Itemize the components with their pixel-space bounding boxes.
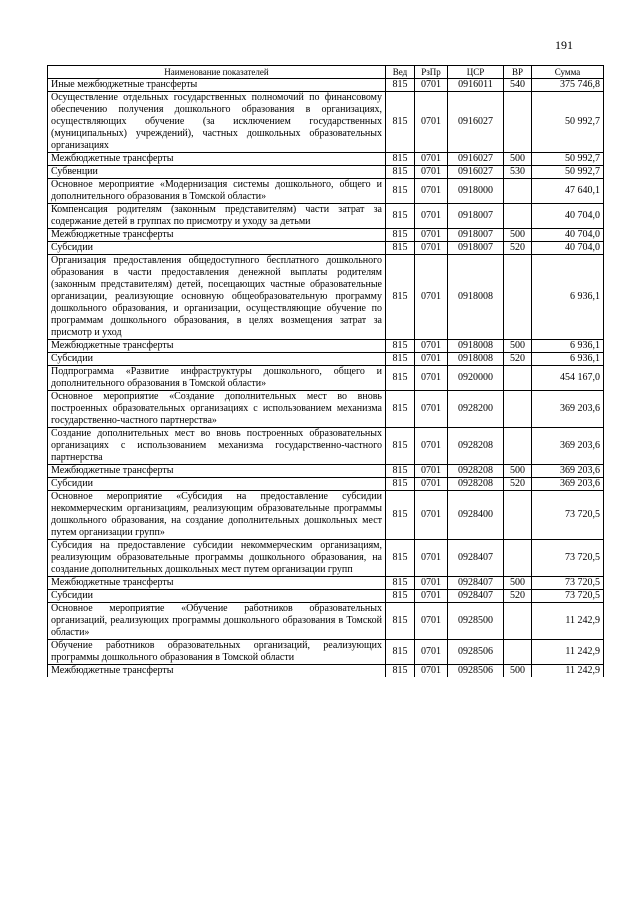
table-cell-ved: 815: [386, 340, 415, 353]
table-cell-ved: 815: [386, 428, 415, 465]
table-cell-name: Организация предоставления общедоступного бесплатного дошкольного образования в части предоставления денежной выплаты родителям (законным представителям) детей, посещающих частные образовательные организации, реализующие основную общеобразовательную программу дошкольного образования, и организации, осуществляющие обучение по программам дошкольного образования, в целях возмещения затрат за присмотр и уход: [48, 255, 386, 340]
table-cell-sum: 369 203,6: [532, 465, 604, 478]
table-cell-name: Субсидии: [48, 353, 386, 366]
table-cell-ved: 815: [386, 92, 415, 153]
table-cell-vr: 520: [504, 478, 532, 491]
table-cell-csr: 0918007: [448, 229, 504, 242]
table-cell-name: Межбюджетные трансферты: [48, 577, 386, 590]
table-row: [48, 428, 604, 465]
header-sum: Сумма: [532, 66, 604, 79]
table-cell-vr: 520: [504, 242, 532, 255]
table-cell-rzpr: 0701: [415, 242, 448, 255]
table-cell-sum: 6 936,1: [532, 353, 604, 366]
table-cell-vr: 500: [504, 465, 532, 478]
table-cell-name: Основное мероприятие «Обучение работников образовательных организаций, реализующих программы дошкольного образования в Томской области»: [48, 603, 386, 640]
table-cell-sum: 11 242,9: [532, 603, 604, 640]
table-cell-csr: 0918000: [448, 179, 504, 204]
table-cell-rzpr: 0701: [415, 577, 448, 590]
table-cell-csr: 0916027: [448, 166, 504, 179]
table-cell-ved: 815: [386, 153, 415, 166]
table-cell-name: Основное мероприятие «Модернизация системы дошкольного, общего и дополнительного образования в Томской области»: [48, 179, 386, 204]
table-cell-vr: [504, 603, 532, 640]
table-cell-rzpr: 0701: [415, 153, 448, 166]
table-cell-ved: 815: [386, 204, 415, 229]
table-cell-name: Субсидии: [48, 590, 386, 603]
table-cell-rzpr: 0701: [415, 79, 448, 92]
table-row: [48, 640, 604, 665]
table-cell-rzpr: 0701: [415, 340, 448, 353]
table-cell-rzpr: 0701: [415, 391, 448, 428]
table-cell-name: Субсидия на предоставление субсидии некоммерческим организациям, реализующим образовательные программы дошкольного образования, на создание дополнительных дошкольных мест путем организации групп: [48, 540, 386, 577]
table-cell-sum: 47 640,1: [532, 179, 604, 204]
header-ved: Вед: [386, 66, 415, 79]
table-cell-ved: 815: [386, 665, 415, 678]
table-row: [48, 353, 604, 366]
table-cell-sum: 50 992,7: [532, 166, 604, 179]
table-cell-csr: 0928407: [448, 540, 504, 577]
table-cell-csr: 0928208: [448, 428, 504, 465]
table-cell-name: Иные межбюджетные трансферты: [48, 79, 386, 92]
table-cell-name: Осуществление отдельных государственных полномочий по финансовому обеспечению получения дошкольного образования в организациях, осуществляющих обучение (за исключением государственных (муниципальных) учреждений), частных дошкольных образовательных организациях: [48, 92, 386, 153]
table-row: [48, 204, 604, 229]
table-cell-ved: 815: [386, 491, 415, 540]
table-cell-csr: 0928407: [448, 577, 504, 590]
table-cell-name: Создание дополнительных мест во вновь построенных образовательных организациях с использованием механизма государственно-частного партнерства: [48, 428, 386, 465]
table-cell-vr: [504, 92, 532, 153]
table-cell-name: Межбюджетные трансферты: [48, 229, 386, 242]
table-row: [48, 391, 604, 428]
table-cell-csr: 0928500: [448, 603, 504, 640]
table-cell-vr: [504, 366, 532, 391]
table-cell-name: Основное мероприятие «Субсидия на предоставление субсидии некоммерческим организациям, реализующим образовательные программы дошкольного образования, на создание дополнительных дошкольных мест путем организации групп»: [48, 491, 386, 540]
table-cell-name: Межбюджетные трансферты: [48, 340, 386, 353]
table-cell-csr: 0928200: [448, 391, 504, 428]
table-cell-ved: 815: [386, 478, 415, 491]
table-row: [48, 478, 604, 491]
table-row: [48, 603, 604, 640]
table-cell-sum: 369 203,6: [532, 391, 604, 428]
table-cell-name: Межбюджетные трансферты: [48, 465, 386, 478]
table-cell-vr: 520: [504, 590, 532, 603]
table-cell-rzpr: 0701: [415, 665, 448, 678]
table-row: [48, 255, 604, 340]
table-row: [48, 242, 604, 255]
table-cell-vr: 530: [504, 166, 532, 179]
table-cell-vr: [504, 491, 532, 540]
table-cell-sum: 73 720,5: [532, 577, 604, 590]
table-cell-csr: 0916011: [448, 79, 504, 92]
table-cell-sum: 50 992,7: [532, 92, 604, 153]
table-row: [48, 166, 604, 179]
table-cell-vr: [504, 391, 532, 428]
table-cell-ved: 815: [386, 540, 415, 577]
table-cell-sum: 73 720,5: [532, 491, 604, 540]
table-cell-csr: 0918008: [448, 353, 504, 366]
table-cell-ved: 815: [386, 603, 415, 640]
budget-table: [47, 65, 604, 677]
table-cell-name: Субвенции: [48, 166, 386, 179]
table-row: [48, 92, 604, 153]
table-cell-vr: [504, 540, 532, 577]
table-cell-sum: 369 203,6: [532, 478, 604, 491]
table-row: [48, 590, 604, 603]
table-cell-rzpr: 0701: [415, 491, 448, 540]
table-cell-vr: [504, 640, 532, 665]
table-cell-csr: 0928208: [448, 465, 504, 478]
table-cell-name: Субсидии: [48, 242, 386, 255]
table-cell-csr: 0928407: [448, 590, 504, 603]
table-cell-vr: 520: [504, 353, 532, 366]
header-name: Наименование показателей: [48, 66, 386, 79]
table-cell-csr: 0918008: [448, 255, 504, 340]
table-cell-csr: 0920000: [448, 366, 504, 391]
table-row: [48, 340, 604, 353]
table-cell-name: Межбюджетные трансферты: [48, 153, 386, 166]
table-cell-csr: 0928506: [448, 665, 504, 678]
table-cell-sum: 50 992,7: [532, 153, 604, 166]
table-cell-sum: 11 242,9: [532, 665, 604, 678]
table-cell-csr: 0916027: [448, 92, 504, 153]
table-cell-sum: 11 242,9: [532, 640, 604, 665]
table-cell-vr: 500: [504, 665, 532, 678]
table-cell-rzpr: 0701: [415, 179, 448, 204]
table-cell-vr: 500: [504, 577, 532, 590]
table-cell-ved: 815: [386, 577, 415, 590]
table-cell-vr: [504, 428, 532, 465]
table-cell-name: Компенсация родителям (законным представителям) части затрат за содержание детей в группах по присмотру и уходу за детьми: [48, 204, 386, 229]
table-cell-rzpr: 0701: [415, 428, 448, 465]
table-cell-name: Основное мероприятие «Создание дополнительных мест во вновь построенных образовательных организациях с использованием механизма государственно-частного партнерства»: [48, 391, 386, 428]
table-cell-sum: 454 167,0: [532, 366, 604, 391]
table-row: [48, 491, 604, 540]
table-cell-vr: [504, 179, 532, 204]
table-cell-rzpr: 0701: [415, 166, 448, 179]
table-cell-ved: 815: [386, 353, 415, 366]
table-cell-rzpr: 0701: [415, 204, 448, 229]
table-cell-csr: 0928208: [448, 478, 504, 491]
table-row: [48, 79, 604, 92]
table-cell-sum: 73 720,5: [532, 590, 604, 603]
table-cell-ved: 815: [386, 590, 415, 603]
table-cell-csr: 0918008: [448, 340, 504, 353]
table-cell-rzpr: 0701: [415, 478, 448, 491]
table-cell-sum: 369 203,6: [532, 428, 604, 465]
table-cell-sum: 40 704,0: [532, 204, 604, 229]
table-row: [48, 153, 604, 166]
table-cell-sum: 6 936,1: [532, 255, 604, 340]
table-cell-vr: [504, 255, 532, 340]
table-cell-sum: 40 704,0: [532, 229, 604, 242]
table-cell-ved: 815: [386, 640, 415, 665]
table-cell-rzpr: 0701: [415, 229, 448, 242]
table-cell-name: Подпрограмма «Развитие инфраструктуры дошкольного, общего и дополнительного образования в Томской области»: [48, 366, 386, 391]
table-cell-sum: 40 704,0: [532, 242, 604, 255]
table-row: [48, 540, 604, 577]
table-cell-vr: 540: [504, 79, 532, 92]
table-cell-rzpr: 0701: [415, 366, 448, 391]
table-cell-csr: 0928506: [448, 640, 504, 665]
table-row: [48, 577, 604, 590]
table-cell-rzpr: 0701: [415, 640, 448, 665]
table-cell-rzpr: 0701: [415, 603, 448, 640]
table-cell-csr: 0918007: [448, 204, 504, 229]
table-cell-rzpr: 0701: [415, 255, 448, 340]
table-header-row: [48, 66, 604, 79]
table-cell-csr: 0918007: [448, 242, 504, 255]
table-row: [48, 179, 604, 204]
table-cell-ved: 815: [386, 391, 415, 428]
header-vr: ВР: [504, 66, 532, 79]
table-row: [48, 465, 604, 478]
table-cell-sum: 375 746,8: [532, 79, 604, 92]
table-cell-rzpr: 0701: [415, 353, 448, 366]
table-cell-vr: 500: [504, 340, 532, 353]
table-row: [48, 665, 604, 678]
table-cell-name: Обучение работников образовательных организаций, реализующих программы дошкольного образования в Томской области: [48, 640, 386, 665]
table-row: [48, 229, 604, 242]
table-cell-ved: 815: [386, 465, 415, 478]
table-cell-ved: 815: [386, 79, 415, 92]
table-cell-rzpr: 0701: [415, 465, 448, 478]
page-number: 191: [555, 38, 573, 52]
table-cell-sum: 73 720,5: [532, 540, 604, 577]
table-row: [48, 366, 604, 391]
header-csr: ЦСР: [448, 66, 504, 79]
table-cell-rzpr: 0701: [415, 590, 448, 603]
table-cell-rzpr: 0701: [415, 540, 448, 577]
table-cell-vr: 500: [504, 229, 532, 242]
header-rzpr: РзПр: [415, 66, 448, 79]
table-cell-vr: 500: [504, 153, 532, 166]
table-cell-rzpr: 0701: [415, 92, 448, 153]
table-cell-sum: 6 936,1: [532, 340, 604, 353]
table-cell-ved: 815: [386, 242, 415, 255]
table-cell-ved: 815: [386, 366, 415, 391]
table-cell-csr: 0916027: [448, 153, 504, 166]
table-cell-name: Субсидии: [48, 478, 386, 491]
table-cell-name: Межбюджетные трансферты: [48, 665, 386, 678]
table-cell-ved: 815: [386, 166, 415, 179]
table-cell-ved: 815: [386, 229, 415, 242]
table-cell-vr: [504, 204, 532, 229]
table-cell-csr: 0928400: [448, 491, 504, 540]
table-body: [48, 79, 604, 678]
table-cell-ved: 815: [386, 179, 415, 204]
table-cell-ved: 815: [386, 255, 415, 340]
